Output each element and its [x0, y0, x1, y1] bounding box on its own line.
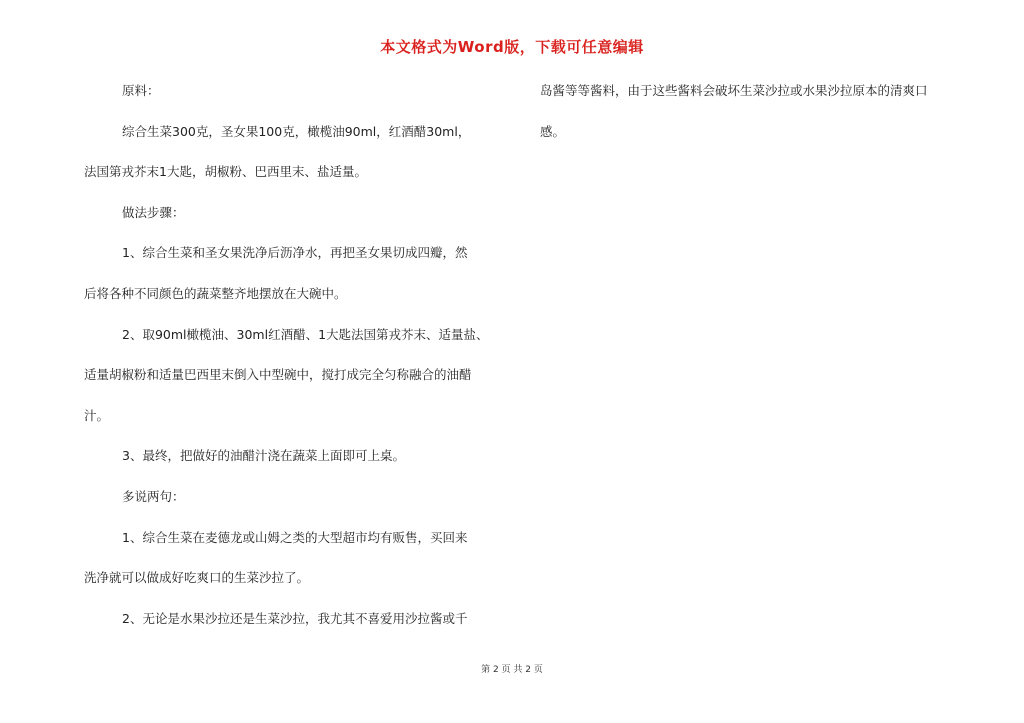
- page-footer: 第 2 页 共 2 页: [481, 665, 543, 675]
- text-line: 后将各种不同颜色的蔬菜整齐地摆放在大碗中。: [84, 285, 347, 301]
- right-column: [540, 82, 970, 163]
- text-line: 法国第戎芥末1大匙，胡椒粉、巴西里末、盐适量。: [84, 164, 367, 180]
- document-header: 本文格式为Word版，下载可任意编辑: [380, 38, 644, 56]
- text-line: 2、取90ml橄榄油、30ml红酒醋、1大匙法国第戎芥末、适量盐、: [122, 326, 489, 342]
- text-line: 感。: [540, 123, 566, 139]
- text-line: 汁。: [84, 407, 110, 423]
- text-line: 2、无论是水果沙拉还是生菜沙拉，我尤其不喜爱用沙拉酱或千: [122, 610, 468, 626]
- text-line: 1、综合生菜和圣女果洗净后沥净水，再把圣女果切成四瓣，然: [122, 245, 468, 261]
- text-line: 1、综合生菜在麦德龙或山姆之类的大型超市均有贩售，买回来: [122, 529, 468, 545]
- text-line: 原料：: [122, 83, 160, 98]
- text-line: 做法步骤：: [122, 204, 185, 220]
- text-line: 适量胡椒粉和适量巴西里末倒入中型碗中，搅打成完全匀称融合的油醋: [84, 367, 472, 383]
- text-line: 3、最终，把做好的油醋汁浇在蔬菜上面即可上桌。: [122, 448, 405, 464]
- text-line: 综合生菜300克，圣女果100克，橄榄油90ml，红酒醋30ml，: [122, 123, 471, 139]
- text-line: 岛酱等等酱料，由于这些酱料会破坏生菜沙拉或水果沙拉原本的清爽口: [540, 83, 928, 98]
- text-line: 多说两句：: [122, 488, 185, 504]
- text-line: 洗净就可以做成好吃爽口的生菜沙拉了。: [84, 570, 310, 586]
- left-column: [84, 82, 524, 650]
